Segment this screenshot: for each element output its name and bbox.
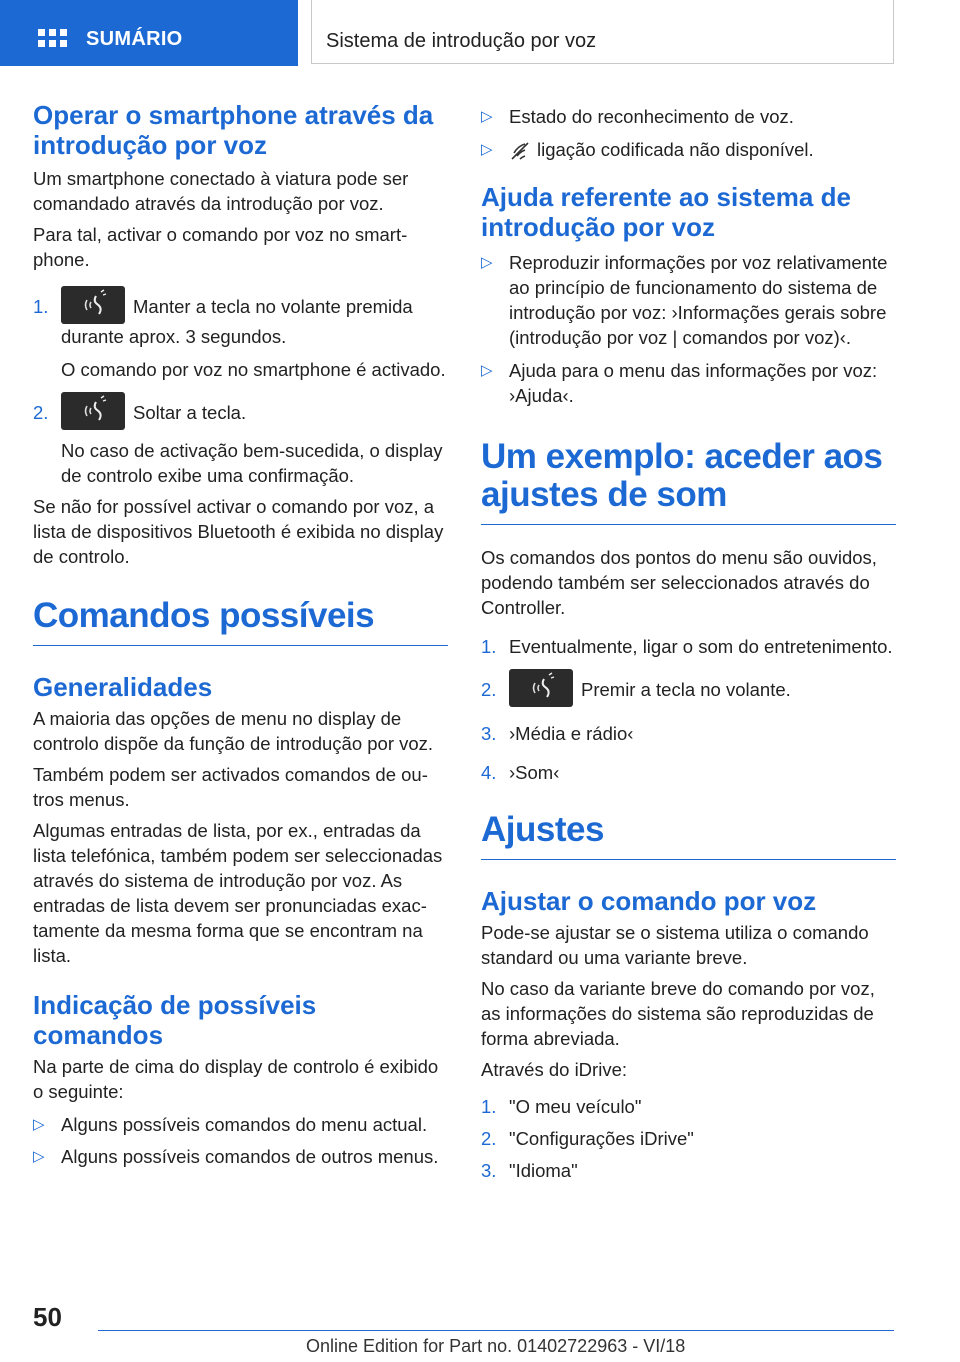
step-item (481, 1126, 896, 1151)
step-number: 1. (481, 636, 497, 658)
header-bar (0, 0, 960, 66)
bullet-item (33, 1144, 448, 1169)
paragraph: No caso da variante breve do comando por voz, as informações do sistema são reproduzidas de forma abreviada. (481, 978, 875, 1050)
step-item (481, 1094, 896, 1119)
voice-button-image (509, 669, 573, 707)
section-title-exemplo: Um exemplo: aceder aos ajustes de som (481, 438, 896, 525)
step-text: ›Som‹ (509, 762, 560, 784)
step-text: Eventualmente, ligar o som do entretenimento. (509, 636, 893, 658)
bullet-text: Ajuda para o menu das informações por voz: ›Ajuda‹. (509, 360, 878, 407)
step-item (481, 1158, 896, 1183)
step-number: 3. (481, 723, 497, 745)
bullet-item (481, 250, 896, 350)
section-title-comandos: Comandos possíveis (33, 597, 448, 646)
voice-button-image (61, 392, 125, 430)
triangle-bullet-icon: ▷ (33, 1116, 45, 1133)
paragraph: Algumas entradas de lista, por ex., entradas da lista telefónica, também podem ser seleccionadas através do sistema de introdução por voz. As entradas de lista devem ser pronunciadas exactamente da mesma forma que se encontram na lista. (33, 820, 443, 966)
step-number: 2. (33, 402, 49, 423)
step-number: 4. (481, 762, 497, 784)
step-text: "O meu veículo" (509, 1096, 642, 1118)
voice-button-image (61, 286, 125, 324)
step-2 (33, 400, 448, 488)
bullet-text: Alguns possíveis comandos de outros menus. (61, 1146, 439, 1167)
triangle-bullet-icon: ▷ (481, 108, 493, 125)
bullet-text: ligação codificada não disponível. (537, 139, 814, 160)
step-item (481, 721, 896, 746)
step-text: Soltar a tecla. (133, 402, 247, 423)
step-number: 1. (33, 296, 49, 317)
step-text: "Configurações iDrive" (509, 1128, 694, 1150)
step-number: 2. (481, 679, 497, 701)
left-column (33, 100, 448, 1169)
paragraph: A maioria das opções de menu no display de controlo dispõe da função de introdução por voz. (33, 708, 434, 754)
step-item (481, 634, 896, 659)
page-number: 50 (33, 1302, 62, 1332)
bullet-text: Alguns possíveis comandos do menu actual. (61, 1114, 428, 1135)
step-number: 1. (481, 1096, 497, 1118)
bullet-item (481, 137, 896, 162)
bullet-text: Reproduzir informações por voz relativamente ao princípio de funcionamento do sistema de introdução por voz: ›Informações gerais sobre (introdução por voz | comandos por voz)‹. (509, 252, 888, 349)
paragraph: Pode-se ajustar se o sistema utiliza o comando standard ou uma variante breve. (481, 922, 869, 969)
paragraph: Se não for possível activar o comando por voz, a lista de dispositivos Bluetooth é exibida no display de controlo. (33, 496, 444, 567)
triangle-bullet-icon: ▷ (481, 141, 493, 158)
unencrypted-connection-icon (509, 140, 531, 162)
bullet-text: Estado do reconhecimento de voz. (509, 106, 794, 127)
triangle-bullet-icon: ▷ (481, 254, 493, 272)
section-title-indicacao: Indicação de possíveis comandos (33, 990, 317, 1050)
bullet-item (33, 1112, 448, 1137)
step-text: ›Média e rádio‹ (509, 723, 634, 745)
edition-footer: Online Edition for Part no. 01402722963 - VI/18 (306, 1336, 686, 1356)
chapter-title: Sistema de introdução por voz (326, 30, 597, 52)
step-item (481, 677, 896, 707)
sumario-tab[interactable] (0, 0, 298, 66)
triangle-bullet-icon: ▷ (481, 362, 493, 380)
step-note: No caso de activação bem-sucedida, o display de controlo exibe uma confirmação. (61, 440, 443, 486)
sumario-label: SUMÁRIO (86, 28, 183, 50)
paragraph: Também podem ser activados comandos de outros menus. (33, 764, 428, 810)
section-title-ajustar-comando: Ajustar o comando por voz (481, 886, 817, 917)
paragraph: Através do iDrive: (481, 1059, 627, 1081)
section-title-smartphone: Operar o smartphone através da introdução por voz (33, 100, 434, 160)
step-text: Premir a tecla no volante. (581, 679, 791, 701)
step-text: Manter a tecla no volante premida durante aprox. 3 segundos. (61, 296, 413, 347)
section-title-ajuda: Ajuda referente ao sistema de introdução por voz (481, 182, 851, 243)
section-title-generalidades: Generalidades (33, 672, 213, 702)
paragraph: Um smartphone conectado à viatura pode ser comandado através da introdução por voz. (33, 168, 409, 214)
bullet-item (481, 358, 896, 408)
footer-divider (98, 1330, 894, 1331)
paragraph: Para tal, activar o comando por voz no smartphone. (33, 224, 408, 270)
paragraph: Na parte de cima do display de controlo é exibido o seguinte: (33, 1056, 439, 1102)
step-note: O comando por voz no smartphone é activado. (61, 359, 446, 380)
step-text: "Idioma" (509, 1160, 578, 1182)
step-1 (33, 294, 448, 382)
chapter-header[interactable] (311, 0, 894, 64)
paragraph: Os comandos dos pontos do menu são ouvidos, podendo também ser seleccionados através do Controller. (481, 547, 877, 619)
bullet-item (481, 104, 896, 129)
triangle-bullet-icon: ▷ (33, 1148, 45, 1165)
step-number: 2. (481, 1128, 497, 1150)
grid-menu-icon (38, 29, 68, 53)
step-number: 3. (481, 1160, 497, 1182)
right-column (481, 100, 896, 1183)
section-title-ajustes: Ajustes (481, 811, 896, 860)
step-item (481, 760, 896, 785)
